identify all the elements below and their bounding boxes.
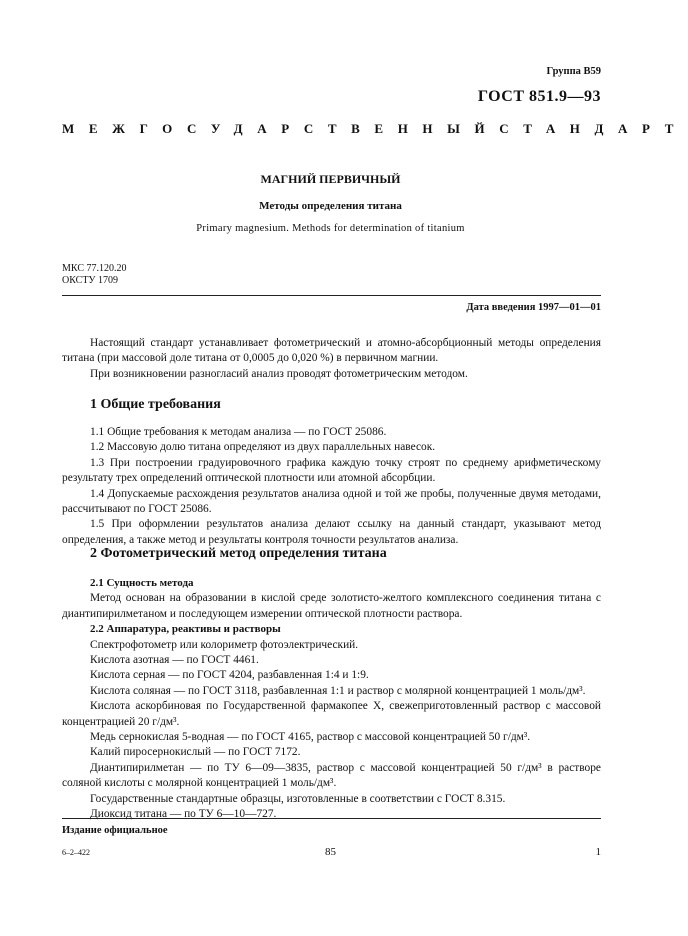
paragraph: Кислота аскорбиновая по Государственной фармакопее X, свежеприготовленный раствор с массовой концентрацией 20 г/дм³. — [62, 700, 601, 728]
subsection-heading: 2.2 Аппаратура, реактивы и растворы — [90, 623, 281, 636]
paragraph: 1.3 При построении градуировочного графика каждую точку строят по среднему арифметическому результату трех определений оптической плотности или атомной абсорбции. — [62, 456, 601, 485]
mks-code: МКС 77.120.20 — [62, 263, 127, 274]
standard-number: ГОСТ 851.9—93 — [477, 88, 601, 105]
section-heading-1: 1 Общие требования — [90, 397, 221, 412]
paragraph: 1.1 Общие требования к методам анализа — по ГОСТ 25086. — [90, 426, 387, 438]
section-1-body — [62, 425, 601, 548]
paragraph: При возникновении разногласий анализ проводят фотометрическим методом. — [90, 367, 468, 380]
paragraph: Кислота азотная — по ГОСТ 4461. — [90, 654, 259, 667]
paragraph: Калий пиросернокислый — по ГОСТ 7172. — [90, 746, 301, 759]
classification-codes — [62, 263, 126, 287]
introduction-date: Дата введения 1997—01—01 — [466, 302, 601, 313]
intro-section — [62, 336, 601, 382]
paragraph: Государственные стандартные образцы, изготовленные в соответствии с ГОСТ 8.315. — [90, 792, 506, 805]
paragraph: 1.2 Массовую долю титана определяют из двух параллельных навесок. — [90, 441, 436, 454]
english-title: Primary magnesium. Methods for determination of titanium — [196, 223, 465, 234]
paragraph: 1.5 При оформлении результатов анализа делают ссылку на данный стандарт, указывают метод определения, а также метод и результаты контроля точности результатов анализа. — [62, 518, 601, 546]
paragraph: Спектрофотометр или колориметр фотоэлектрический. — [90, 638, 359, 651]
document-title: МАГНИЙ ПЕРВИЧНЫЙ — [260, 172, 401, 186]
paragraph: 1.4 Допускаемые расхождения результатов анализа одной и той же пробы, полученные двумя методами, рассчитывают по ГОСТ 25086. — [62, 487, 601, 516]
paragraph: Диоксид титана — по ТУ 6—10—727. — [90, 808, 277, 821]
banner-word-2: СТАНДАРТ — [499, 121, 688, 136]
section-heading-2: 2 Фотометрический метод определения титана — [90, 546, 387, 561]
group-label: Группа В59 — [546, 66, 601, 77]
section-2-body — [62, 576, 601, 823]
paragraph: Диантипирилметан — по ТУ 6—09—3835, раствор с массовой концентрацией 50 г/дм³ в растворе соляной кислоты с молярной концентрацией 1 моль/дм³. — [62, 761, 601, 790]
official-edition-label: Издание официальное — [62, 825, 168, 836]
document-subtitle: Методы определения титана — [259, 200, 402, 212]
paragraph: Метод основан на образовании в кислой среде золотисто-желтого комплексного соединения титана с диантипирилметаном и последующем измерении оптической плотности раствора. — [62, 592, 601, 620]
paragraph: Кислота серная — по ГОСТ 4204, разбавленная 1:4 и 1:9. — [90, 669, 369, 682]
paragraph: Кислота соляная — по ГОСТ 3118, разбавленная 1:1 и раствор с молярной концентрацией 1 моль/дм³. — [90, 684, 586, 697]
okstu-code: ОКСТУ 1709 — [62, 275, 119, 286]
sheet-number: 1 — [595, 846, 601, 858]
divider-bottom — [62, 818, 601, 819]
subsection-heading: 2.1 Сущность метода — [90, 577, 194, 589]
interstate-banner — [62, 121, 688, 137]
paragraph: Настоящий стандарт устанавливает фотометрический и атомно-абсорбционный методы определения титана (при массовой доле титана от 0,0005 до 0,020 %) в первичном магнии. — [62, 337, 601, 365]
print-code: 6–2–422 — [62, 848, 90, 857]
banner-word-1: МЕЖГОСУДАРСТВЕННЫЙ — [62, 121, 500, 136]
divider-top — [62, 295, 601, 296]
paragraph: Медь сернокислая 5-водная — по ГОСТ 4165, раствор с массовой концентрацией 50 г/дм³. — [90, 731, 531, 744]
page-number: 85 — [325, 846, 336, 858]
